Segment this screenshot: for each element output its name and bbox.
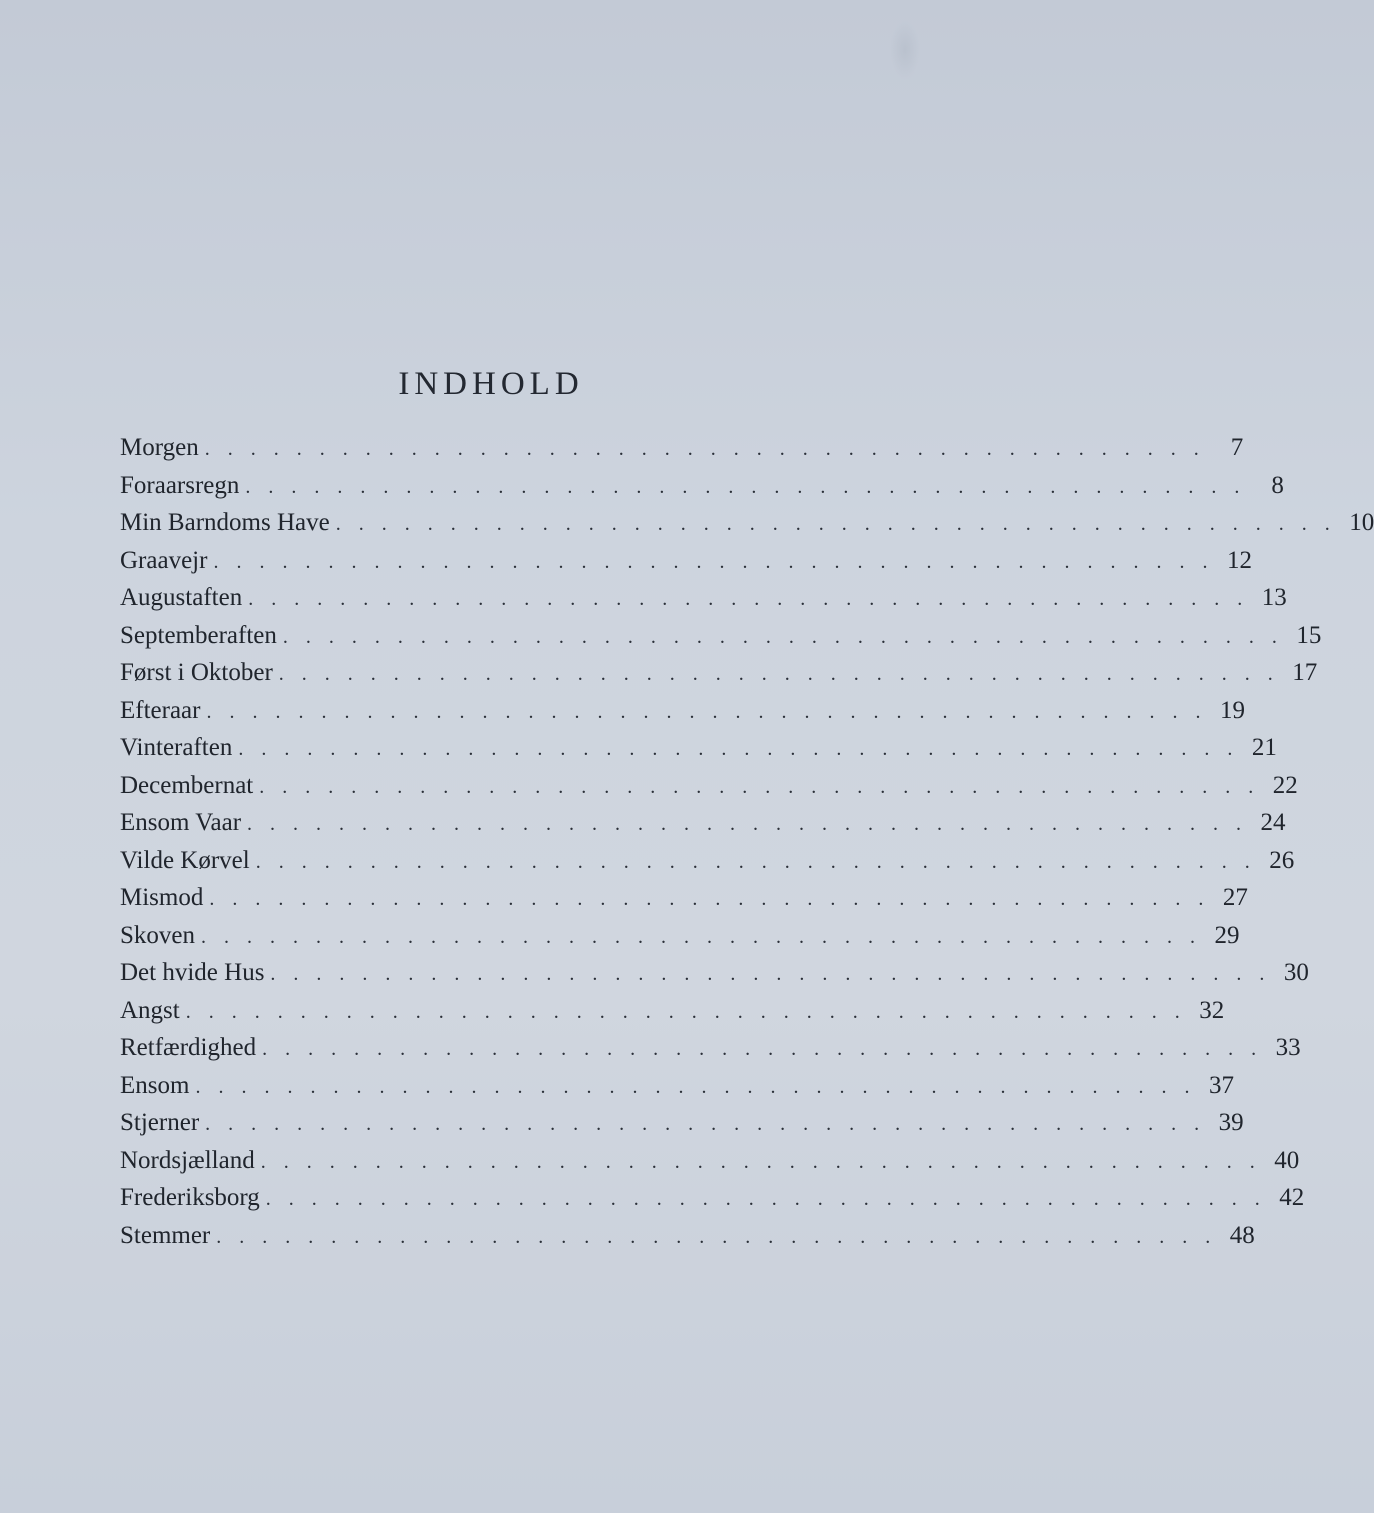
toc-entry-title: Stemmer: [120, 1221, 211, 1249]
toc-entry-title: Først i Oktober: [120, 659, 273, 686]
toc-entry-title: Foraarsregn: [120, 471, 240, 499]
toc-entry-page-number: 7: [1230, 434, 1244, 461]
toc-entry-page-number: 21: [1251, 734, 1277, 761]
toc-entry-title: Septemberaften: [120, 621, 277, 649]
dot-leader: . . . . . . . . . . . . . . . . . . . . . . . . . . . . . . . . . . . . . . . . . . . .: [206, 700, 1207, 723]
dot-leader: . . . . . . . . . . . . . . . . . . . . . . . . . . . . . . . . . . . . . . . . . . . .: [245, 475, 1246, 498]
toc-entry-title: Ensom: [120, 1071, 190, 1099]
toc-entry: [120, 659, 1318, 697]
toc-entry-title: Skoven: [120, 921, 195, 949]
toc-entry-title: Ensom Vaar: [120, 809, 242, 836]
table-of-contents: [120, 434, 1374, 1259]
toc-entry: [120, 1146, 1300, 1185]
toc-entry-page-number: 15: [1296, 621, 1322, 649]
dot-leader: . . . . . . . . . . . . . . . . . . . . . . . . . . . . . . . . . . . . . . . . . . . .: [265, 1188, 1267, 1210]
toc-entry-title: Det hvide Hus: [120, 959, 265, 986]
dot-leader: . . . . . . . . . . . . . . . . . . . . . . . . . . . . . . . . . . . . . . . . . . . .: [278, 663, 1280, 685]
toc-entry-title: Min Barndoms Have: [120, 509, 330, 536]
toc-entry-title: Graavejr: [120, 546, 208, 574]
toc-entry-title: Efteraar: [120, 696, 201, 724]
dot-leader: . . . . . . . . . . . . . . . . . . . . . . . . . . . . . . . . . . . . . . . . . . . .: [259, 775, 1260, 798]
toc-entry: [120, 771, 1298, 810]
toc-entry-title: Decembernat: [120, 771, 254, 799]
dot-leader: . . . . . . . . . . . . . . . . . . . . . . . . . . . . . . . . . . . . . . . . . . . .: [262, 1038, 1263, 1060]
toc-entry-title: Frederiksborg: [120, 1184, 260, 1211]
toc-entry: [120, 434, 1244, 472]
page-title: INDHOLD: [398, 366, 584, 402]
dot-leader: . . . . . . . . . . . . . . . . . . . . . . . . . . . . . . . . . . . . . . . . . . . .: [260, 1150, 1262, 1173]
toc-entry: [120, 959, 1309, 997]
toc-entry-title: Vinteraften: [120, 734, 233, 761]
toc-entry-page-number: 10: [1349, 509, 1374, 536]
dot-leader: . . . . . . . . . . . . . . . . . . . . . . . . . . . . . . . . . . . . . . . . . . . .: [247, 813, 1248, 835]
toc-entry: [120, 696, 1245, 735]
dot-leader: . . . . . . . . . . . . . . . . . . . . . . . . . . . . . . . . . . . . . . . . . . . .: [204, 438, 1206, 460]
toc-entry: [120, 809, 1286, 847]
paper-smudge: [890, 20, 920, 80]
toc-entry: [120, 1071, 1234, 1110]
toc-entry-title: Mismod: [120, 884, 204, 911]
dot-leader: . . . . . . . . . . . . . . . . . . . . . . . . . . . . . . . . . . . . . . . . . . . .: [270, 963, 1271, 985]
toc-entry: [120, 509, 1374, 547]
toc-entry: [120, 546, 1252, 585]
toc-entry-page-number: 24: [1260, 809, 1286, 836]
toc-entry-page-number: 42: [1279, 1184, 1305, 1211]
dot-leader: . . . . . . . . . . . . . . . . . . . . . . . . . . . . . . . . . . . . . . . . . . . .: [213, 550, 1214, 573]
toc-entry: [120, 884, 1248, 922]
toc-entry-title: Retfærdighed: [120, 1034, 257, 1061]
toc-entry-page-number: 30: [1283, 959, 1309, 986]
dot-leader: . . . . . . . . . . . . . . . . . . . . . . . . . . . . . . . . . . . . . . . . . . . .: [195, 1075, 1196, 1098]
toc-entry-page-number: 27: [1222, 884, 1248, 911]
toc-entry-page-number: 37: [1208, 1071, 1234, 1099]
toc-entry: [120, 471, 1284, 510]
toc-entry-page-number: 8: [1271, 471, 1284, 499]
toc-entry-title: Stjerner: [120, 1109, 200, 1136]
toc-entry-page-number: 13: [1261, 584, 1287, 611]
dot-leader: . . . . . . . . . . . . . . . . . . . . . . . . . . . . . . . . . . . . . . . . . . . .: [282, 625, 1284, 648]
dot-leader: . . . . . . . . . . . . . . . . . . . . . . . . . . . . . . . . . . . . . . . . . . . .: [216, 1225, 1217, 1248]
dot-leader: . . . . . . . . . . . . . . . . . . . . . . . . . . . . . . . . . . . . . . . . . . . .: [255, 850, 1257, 873]
toc-entry-page-number: 39: [1218, 1109, 1244, 1136]
toc-entry-page-number: 32: [1199, 996, 1225, 1024]
toc-entry-title: Morgen: [120, 434, 199, 461]
dot-leader: . . . . . . . . . . . . . . . . . . . . . . . . . . . . . . . . . . . . . . . . . . . .: [205, 1113, 1206, 1135]
dot-leader: . . . . . . . . . . . . . . . . . . . . . . . . . . . . . . . . . . . . . . . . . . . .: [335, 513, 1337, 535]
toc-entry: [120, 584, 1287, 622]
toc-entry: [120, 1034, 1301, 1072]
dot-leader: . . . . . . . . . . . . . . . . . . . . . . . . . . . . . . . . . . . . . . . . . . . .: [209, 888, 1210, 910]
toc-entry-page-number: 17: [1292, 659, 1318, 686]
toc-entry-page-number: 40: [1274, 1146, 1300, 1174]
toc-entry: [120, 1184, 1305, 1222]
toc-entry-page-number: 33: [1275, 1034, 1301, 1061]
dot-leader: . . . . . . . . . . . . . . . . . . . . . . . . . . . . . . . . . . . . . . . . . . . .: [238, 738, 1239, 760]
toc-entry: [120, 621, 1322, 660]
toc-entry: [120, 996, 1225, 1035]
toc-entry-page-number: 19: [1219, 696, 1245, 724]
toc-entry-page-number: 22: [1272, 771, 1298, 799]
toc-entry-title: Nordsjælland: [120, 1146, 255, 1174]
toc-entry: [120, 846, 1295, 885]
dot-leader: . . . . . . . . . . . . . . . . . . . . . . . . . . . . . . . . . . . . . . . . . . . .: [201, 925, 1202, 948]
toc-entry-page-number: 29: [1214, 921, 1240, 949]
toc-entry-page-number: 26: [1269, 846, 1295, 874]
toc-entry: [120, 921, 1240, 960]
toc-entry-page-number: 12: [1226, 546, 1252, 574]
toc-entry-page-number: 48: [1229, 1221, 1255, 1249]
toc-entry-title: Angst: [120, 996, 180, 1024]
dot-leader: . . . . . . . . . . . . . . . . . . . . . . . . . . . . . . . . . . . . . . . . . . . .: [185, 1000, 1187, 1023]
toc-entry: [120, 1109, 1244, 1147]
dot-leader: . . . . . . . . . . . . . . . . . . . . . . . . . . . . . . . . . . . . . . . . . . . .: [248, 588, 1249, 610]
toc-entry-title: Vilde Kørvel: [120, 846, 250, 874]
toc-entry: [120, 1221, 1255, 1260]
toc-entry: [120, 734, 1277, 772]
toc-entry-title: Augustaften: [120, 584, 243, 611]
